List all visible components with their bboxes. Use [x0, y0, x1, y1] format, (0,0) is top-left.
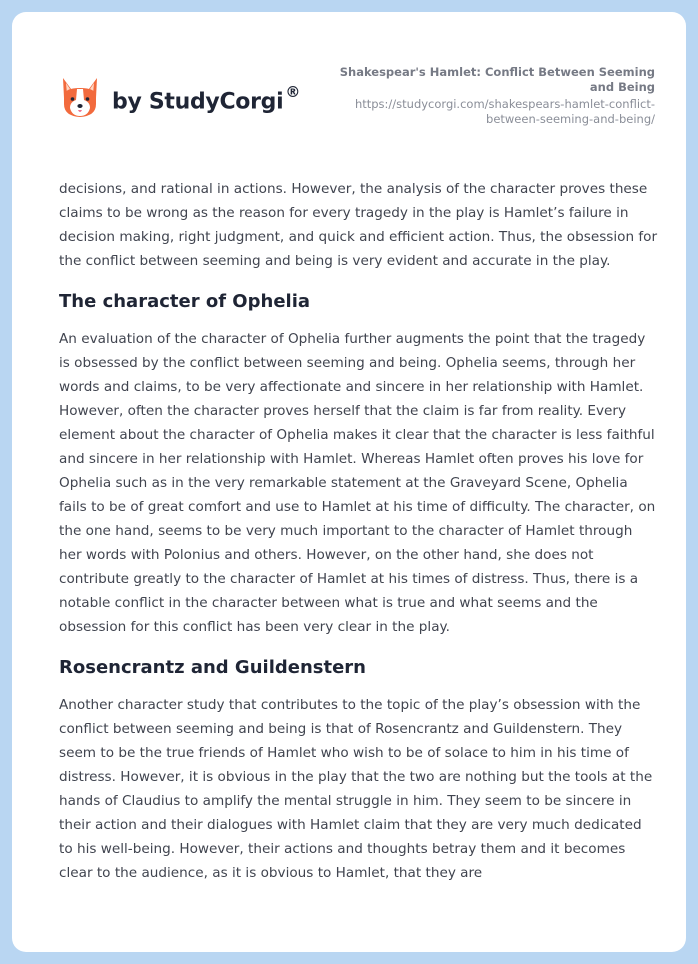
essay-content — [59, 177, 659, 885]
studycorgi-logo[interactable] — [60, 76, 300, 120]
corgi-logo-icon — [60, 76, 100, 120]
intro-paragraph: decisions, and rational in actions. However, the analysis of the character proves these claims to be wrong as the reason for every tragedy in the play is Hamlet’s failure in decision making, right judgment, and quick and efficient action. Thus, the obsession for the conflict between seeming and being is very evident and accurate in the play. — [59, 181, 658, 269]
document-url[interactable]: https://studycorgi.com/shakespears-hamlet-conflict-between-seeming-and-being/ — [354, 97, 655, 126]
section-heading-ophelia: The character of Ophelia — [59, 291, 311, 312]
document-meta — [325, 65, 655, 127]
brand-name — [112, 82, 301, 115]
rosencrantz-paragraph: Another character study that contributes to the topic of the play’s obsession with the conflict between seeming and being is that of Rosencrantz and Guildenstern. They seem to be the true friends of Hamlet who wish to be of solace to him in his time of distress. However, it is obvious in the play that the two are nothing but the tools at the hands of Claudius to amplify the mental struggle in him. They seem to be sincere in their action and their dialogues with Hamlet claim that they are very much dedicated to his well-being. However, their actions and thoughts betray them and it becomes clear to the audience, as it is obvious to Hamlet, that they are — [59, 697, 653, 881]
section-heading-rosencrantz: Rosencrantz and Guildenstern — [59, 657, 366, 678]
document-page — [12, 12, 686, 952]
document-title: Shakespear's Hamlet: Conflict Between Seeming and Being — [339, 65, 655, 94]
ophelia-paragraph: An evaluation of the character of Ophelia further augments the point that the tragedy is obsessed by the conflict between seeming and being. Ophelia seems, through her words and claims, to be very affectionate and sincere in her relationship with Hamlet. However, often the character proves herself that the claim is far from reality. Every element about the character of Ophelia makes it clear that the character is less faithful and sincere in her relationship with Hamlet. Whereas Hamlet often proves his love for Ophelia such as in the very remarkable statement at the Graveyard Scene, Ophelia fails to be of great comfort and use to Hamlet at his time of difficulty. The character, on the one hand, seems to be very much important to the character of Hamlet through her words with Polonius and others. However, on the other hand, she does not contribute greatly to the character of Hamlet at his times of distress. Thus, there is a notable conflict in the character between what is true and what seems and the obsession for this conflict has been very clear in the play. — [59, 331, 656, 635]
registered-mark: ® — [285, 82, 301, 101]
brand-text: by StudyCorgi — [112, 89, 284, 115]
